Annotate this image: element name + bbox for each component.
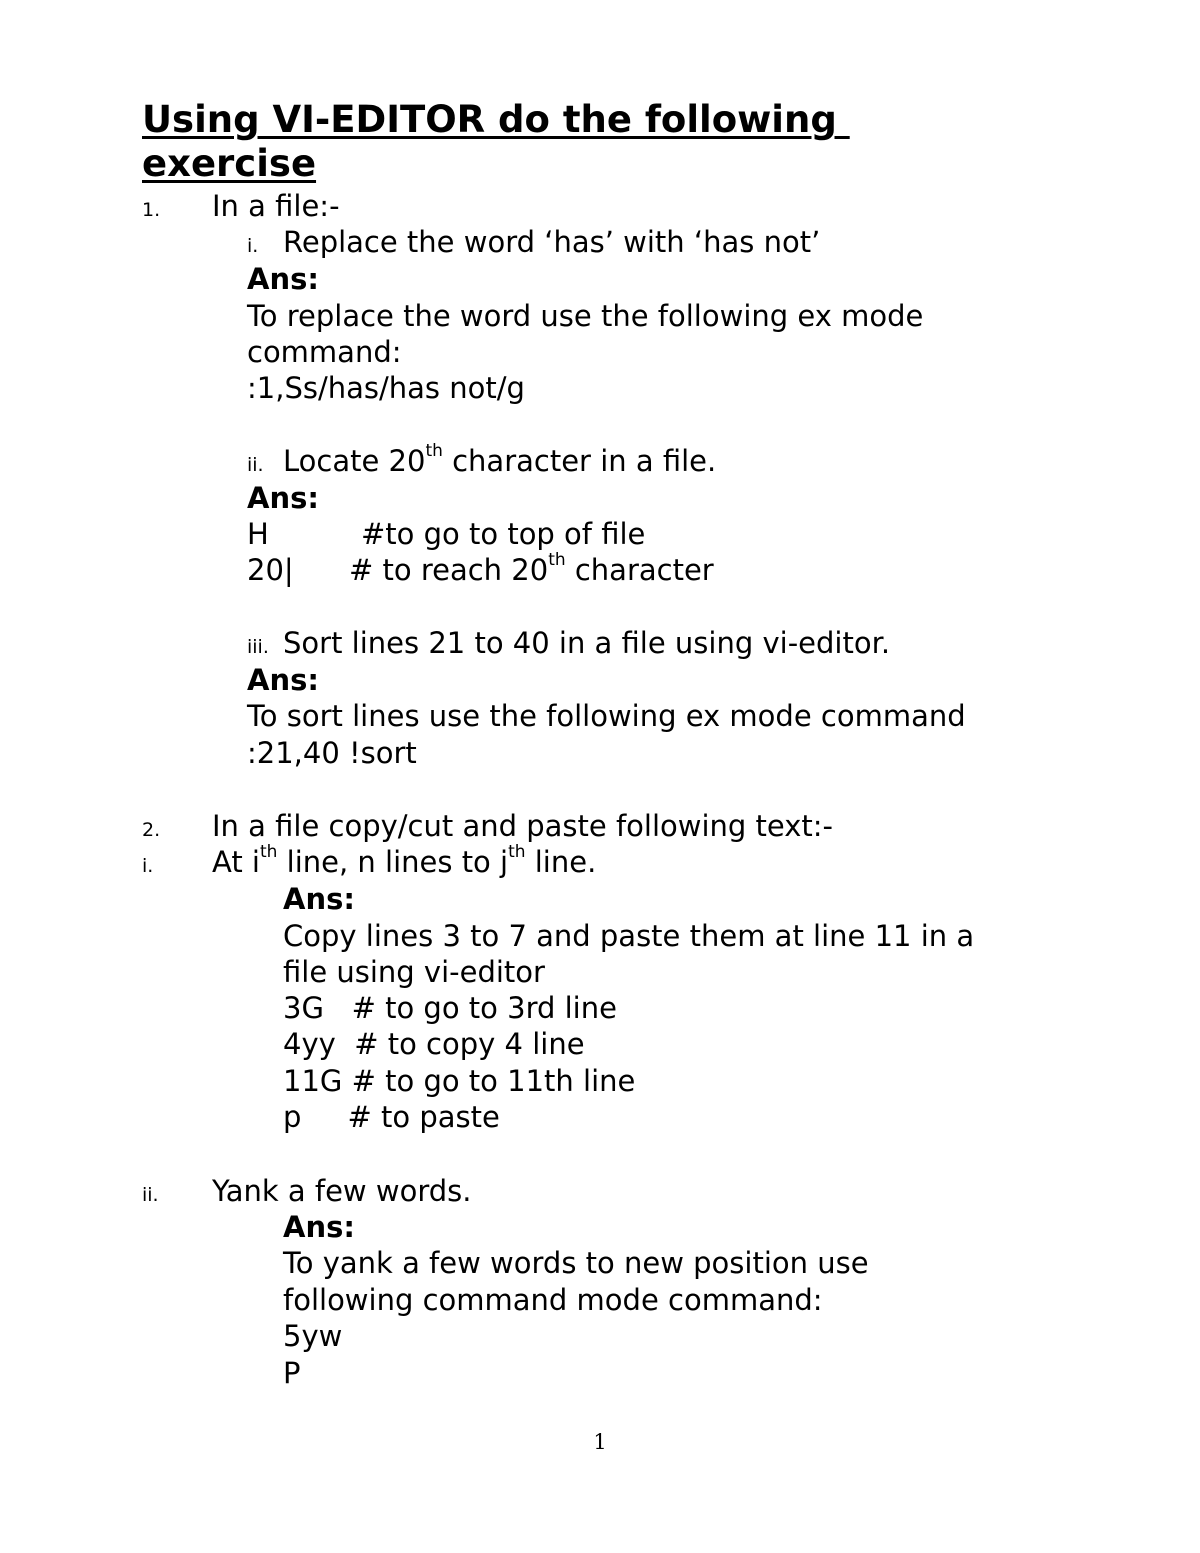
list-marker-1-iii: iii. xyxy=(247,636,269,658)
question-1-iii-text: Sort lines 21 to 40 in a file using vi-editor. xyxy=(283,626,891,660)
question-2-text: In a file copy/cut and paste following text:- xyxy=(212,809,834,843)
answer-command: H #to go to top of file xyxy=(247,517,646,551)
answer-line: command: xyxy=(247,335,402,369)
question-1-text: In a file:- xyxy=(212,189,340,223)
page-number: 1 xyxy=(593,1430,607,1454)
answer-label: Ans: xyxy=(283,1210,355,1244)
answer-label: Ans: xyxy=(247,481,319,515)
answer-command: 3G # to go to 3rd line xyxy=(283,991,617,1025)
answer-line: file using vi-editor xyxy=(283,955,545,989)
answer-line: To yank a few words to new position use xyxy=(283,1246,869,1280)
list-marker-1-i: i. xyxy=(247,235,259,257)
question-1-i-text: Replace the word ‘has’ with ‘has not’ xyxy=(283,225,821,259)
answer-command: 20| # to reach 20th character xyxy=(247,550,714,587)
answer-line: To replace the word use the following ex mode xyxy=(247,299,924,333)
list-marker-2-i: i. xyxy=(142,855,154,877)
answer-command: :1,Ss/has/has not/g xyxy=(247,371,525,405)
question-1-ii-text: Locate 20th character in a file. xyxy=(283,441,717,478)
answer-command: 4yy # to copy 4 line xyxy=(283,1027,585,1061)
list-number-2: 2. xyxy=(142,819,161,841)
answer-line: Copy lines 3 to 7 and paste them at line 11 in a xyxy=(283,919,975,953)
list-marker-2-ii: ii. xyxy=(142,1184,159,1206)
question-2-i-text: At $i^{th}$ line, n lines to $j^{th}$ line. xyxy=(212,842,597,879)
answer-command: :21,40 !sort xyxy=(247,736,417,770)
answer-command: 11G # to go to 11th line xyxy=(283,1064,636,1098)
answer-label: Ans: xyxy=(247,663,319,697)
answer-label: Ans: xyxy=(283,882,355,916)
answer-line: following command mode command: xyxy=(283,1283,823,1317)
question-2-ii-text: Yank a few words. xyxy=(212,1174,472,1208)
answer-command: 5yw xyxy=(283,1319,343,1353)
page-title-continued: exercise xyxy=(142,142,317,185)
answer-line: To sort lines use the following ex mode command xyxy=(247,699,966,733)
answer-command: P xyxy=(283,1356,301,1390)
page-title: Using VI-EDITOR do the following xyxy=(142,98,850,141)
answer-label: Ans: xyxy=(247,262,319,296)
list-number-1: 1. xyxy=(142,199,161,221)
list-marker-1-ii: ii. xyxy=(247,454,264,476)
answer-command: p # to paste xyxy=(283,1100,500,1134)
